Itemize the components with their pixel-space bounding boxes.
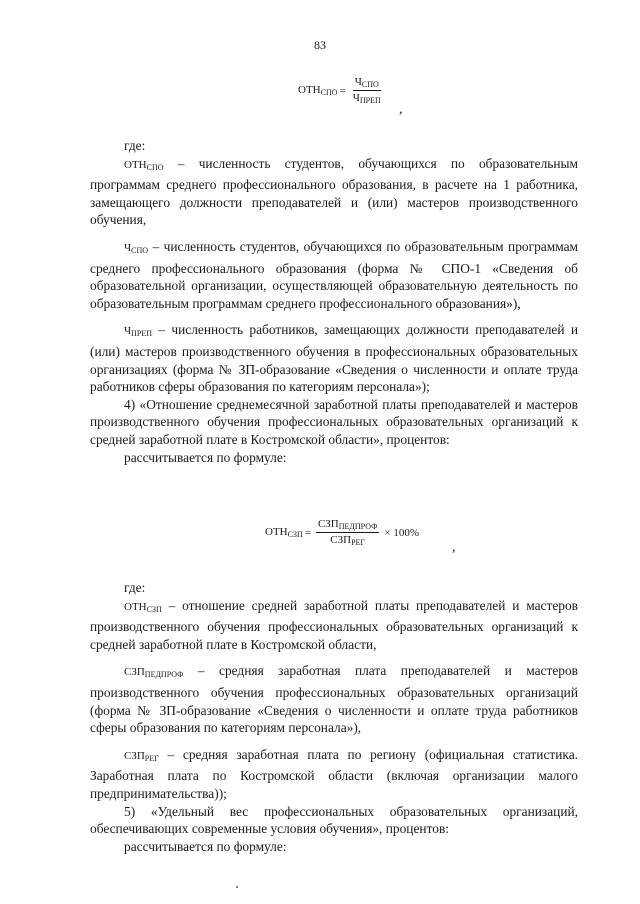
denominator: $Ч_{ПРЕП}$ — [352, 92, 381, 105]
indicator-5-title: 5) «Удельный вес профессиональных образовательных организаций, обеспечивающих современные условия обучения», процентов: — [90, 803, 578, 837]
formula-intro: рассчитывается по формуле: — [124, 449, 287, 465]
definition-szp-reg: $СЗП_{РЕГ}$ – средняя заработная плата по региону (официальная статистика. Заработная плата по Костромской области (включая организации малого предпринимательства)); — [90, 746, 578, 801]
formula-comma: , — [452, 540, 456, 555]
symbol: $Ч_{ПРЕП}$ — [124, 325, 153, 339]
multiplier: × 100% — [384, 526, 420, 539]
definition-szp-pedprof: $СЗП_{ПЕДПРОФ}$ – средняя заработная плата преподавателей и мастеров производственного обучения профессиональных образовательных организаций (форма № ЗП-образование «Сведения о численности и оплате труда работников сферы образования по категориям персонала»), — [90, 663, 578, 736]
fraction — [316, 518, 379, 547]
formula-comma: , — [399, 102, 403, 117]
formula-otn-spo — [298, 76, 386, 105]
symbol: $ОТН_{СЗП}$ — [124, 600, 162, 614]
fraction — [351, 76, 383, 105]
equals-sign: = — [339, 84, 346, 97]
text-block-1 — [90, 137, 578, 466]
formula-lhs: $ОТН_{СПО}$ — [298, 84, 338, 97]
formula-intro: рассчитывается по формуле: — [124, 838, 287, 854]
symbol: $Ч_{СПО}$ — [124, 241, 149, 255]
numerator: $СЗП_{ПЕДПРОФ}$ — [317, 518, 378, 531]
where-label: где: — [124, 580, 146, 595]
symbol: $ОТН_{СПО}$ — [124, 158, 164, 172]
numerator: $Ч_{СПО}$ — [354, 76, 379, 89]
formula-otn-szp — [265, 518, 419, 547]
text-block-2 — [90, 579, 578, 855]
formula-lhs: $ОТН_{СЗП}$ — [265, 526, 303, 539]
indicator-4-title: 4) «Отношение среднемесячной заработной платы преподавателей и мастеров производственного обучения профессиональных образовательных организаций к средней заработной плате в Костромской области», процентов: — [90, 396, 578, 447]
where-label: где: — [124, 138, 146, 153]
equals-sign: = — [304, 526, 311, 539]
denominator: $СЗП_{РЕГ}$ — [330, 534, 366, 547]
definition-ch-spo: $Ч_{СПО}$ – численность студентов, обучающихся по образовательным программам среднего профессионального образования (форма № СПО-1 «Сведения об образовательной организации, осуществляющей образовательную деятельность по образовательным программам среднего профессионального образования»), — [90, 238, 578, 311]
symbol: $СЗП_{ПЕДПРОФ}$ — [124, 666, 184, 680]
definition-otn-spo: $ОТН_{СПО}$ – численность студентов, обучающихся по образовательным программам среднего профессионального образования, в расчете на 1 работника, замещающего должности преподавателей и (или) мастеров производственного обучения, — [90, 155, 578, 228]
page-number: 83 — [314, 38, 326, 52]
definition-otn-szp: $ОТН_{СЗП}$ – отношение средней заработной платы преподавателей и мастеров производственного обучения профессиональных образовательных организаций к средней заработной плате в Костромской области, — [90, 597, 578, 652]
scan-speck — [236, 886, 238, 888]
definition-ch-prep: $Ч_{ПРЕП}$ – численность работников, замещающих должности преподавателей и (или) мастеров производственного обучения в профессиональных образовательных организациях (форма № ЗП-образование «Сведения о численности и оплате труда работников сферы образования по категориям персонала»); — [90, 322, 578, 395]
symbol: $СЗП_{РЕГ}$ — [124, 749, 159, 763]
